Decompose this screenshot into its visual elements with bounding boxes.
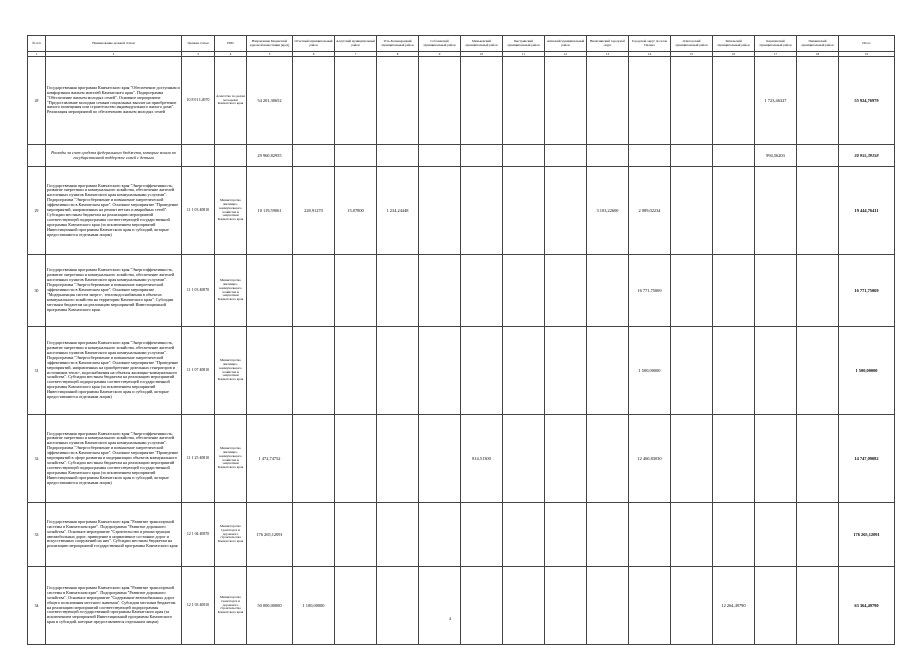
row-value (545, 145, 587, 167)
col-number: 8 (377, 52, 419, 57)
row-description: Государственная программа Камчатского края "Обеспечение доступным и комфортным жильем жителей Камчатского края". Подпрограмма "Обеспечение жильем молодых семей". Основное мероприятие "Предоставление молодым семьям социальных выплат на приобретение жилого помещения или строительство индивидуального жилого дома". Реализация мероприятий по обеспечению жильем молодых семей (46, 57, 182, 145)
table-row (28, 167, 895, 255)
row-value (671, 415, 713, 503)
row-total: 1 500,00000 (839, 327, 895, 415)
row-value (503, 145, 545, 167)
row-target-code: 10 8 01 L4970 (182, 57, 215, 145)
row-value (377, 327, 419, 415)
row-value (545, 567, 587, 645)
row-target-code: 11 1 25 40810 (182, 415, 215, 503)
row-value (335, 567, 377, 645)
row-value (461, 327, 503, 415)
col-number: 18 (797, 52, 839, 57)
row-value (671, 503, 713, 567)
row-grbs: Агентство по делам молодежи Камчатского края (215, 57, 247, 145)
row-value (713, 415, 755, 503)
col-header: Олюторский муниципальный район (671, 36, 713, 52)
row-value (503, 327, 545, 415)
col-header: Пенжинский муниципальный район (797, 36, 839, 52)
col-header: Усть-Большерецкий муниципальный район (377, 36, 419, 52)
row-value (713, 255, 755, 327)
row-value (293, 503, 335, 567)
row-total: 19 444,76411 (839, 167, 895, 255)
col-header: № п/п (28, 36, 46, 52)
row-grbs: Министерство транспорта и дорожного строительства Камчатского края (215, 567, 247, 645)
table-row (28, 145, 895, 167)
row-value: 1 234,24448 (377, 167, 419, 255)
row-value (503, 567, 545, 645)
col-header: Отчетный муниципальный район (293, 36, 335, 52)
col-number: 14 (629, 52, 671, 57)
row-value: 2 089,02234 (629, 167, 671, 255)
col-header: Итого (839, 36, 895, 52)
row-value (419, 145, 461, 167)
row-value (419, 327, 461, 415)
row-value (335, 503, 377, 567)
row-value (713, 503, 755, 567)
row-value: 814,51300 (461, 415, 503, 503)
row-value (419, 255, 461, 327)
col-number: 17 (755, 52, 797, 57)
row-value (293, 57, 335, 145)
table-row (28, 567, 895, 645)
row-value (335, 57, 377, 145)
row-value (377, 145, 419, 167)
row-value (293, 327, 335, 415)
row-value (293, 415, 335, 503)
row-grbs: Министерство жилищно-коммунального хозяйства и энергетики Камчатского края (215, 255, 247, 327)
row-value (671, 57, 713, 145)
row-grbs: Министерство жилищно-коммунального хозяйства и энергетики Камчатского края (215, 167, 247, 255)
col-number: 13 (587, 52, 629, 57)
row-value (629, 57, 671, 145)
row-value (671, 327, 713, 415)
row-value (713, 327, 755, 415)
col-number: 5 (247, 52, 293, 57)
row-value (377, 255, 419, 327)
row-value (755, 167, 797, 255)
row-total: 176 265,12091 (839, 503, 895, 567)
row-value (671, 167, 713, 255)
row-value: 1 723,46327 (755, 57, 797, 145)
row-description: Государственная программа Камчатского края "Развитие транспортной системы в Камчатском крае". Подпрограмма "Развитие дорожного хозяйства". Основное мероприятие "Содержание автомобильных дорог общего пользования местного значения". Субсидии местным бюджетам на реализацию мероприятий соответствующей подпрограммы соответствующей государственной программы Камчатского края (за исключением мероприятий Инвестиционной программы Камчатского края и субсидий, которые предоставляются отдельным лицам) (46, 567, 182, 645)
row-value (377, 567, 419, 645)
row-value (797, 145, 839, 167)
col-number: 16 (713, 52, 755, 57)
row-value (629, 503, 671, 567)
row-number: 34 (28, 567, 46, 645)
row-value (293, 255, 335, 327)
row-target-code: 11 1 03 40810 (182, 167, 215, 255)
row-value (713, 57, 755, 145)
row-description: Государственная программа Камчатского края "Энергоэффективность, развитие энергетики и коммунального хозяйства, обеспечение жителей населенных пунктов Камчатского края коммунальными услугами". Подпрограмма "Энергосбережение и повышение энергетической эффективности в Камчатском крае". Основное мероприятие "Проведение мероприятий в сфере развития и модернизации объектов коммунального хозяйства". Субсидии местным бюджетам на реализацию мероприятий соответствующей подпрограммы соответствующей государственной программы Камчатского края (за исключением мероприятий Инвестиционной программы Камчатского края и субсидий, которые предоставляются отдельным лицам) (46, 415, 182, 503)
row-value (797, 415, 839, 503)
row-value (713, 167, 755, 255)
row-total: 14 747,09082 (839, 415, 895, 503)
row-value: 1 472,74752 (247, 415, 293, 503)
row-value (797, 503, 839, 567)
col-number: 7 (335, 52, 377, 57)
row-value (503, 167, 545, 255)
row-value (587, 567, 629, 645)
row-value (629, 567, 671, 645)
row-value (713, 145, 755, 167)
row-value (293, 145, 335, 167)
row-value (587, 327, 629, 415)
col-number: 11 (503, 52, 545, 57)
row-value: 3 103,22600 (587, 167, 629, 255)
col-number: 12 (545, 52, 587, 57)
row-value (755, 567, 797, 645)
row-value: 176 265,12091 (247, 503, 293, 567)
row-number: 29 (28, 167, 46, 255)
col-number: 15 (671, 52, 713, 57)
table-row (28, 415, 895, 503)
col-header: Карагинский муниципальный район (755, 36, 797, 52)
row-value (587, 415, 629, 503)
row-value (545, 255, 587, 327)
row-value (755, 327, 797, 415)
col-header: Наименование целевой статьи (46, 36, 182, 52)
table-body (28, 57, 895, 645)
row-value (335, 255, 377, 327)
row-value (461, 57, 503, 145)
row-value: 10 119,59061 (247, 167, 293, 255)
row-value (755, 415, 797, 503)
col-header: ГРБС (215, 36, 247, 52)
row-value: 228,91270 (293, 167, 335, 255)
row-total: 16 771,75069 (839, 255, 895, 327)
row-value (335, 415, 377, 503)
row-value (545, 503, 587, 567)
row-target-code: 12 1 03 40810 (182, 567, 215, 645)
col-number: 1 (28, 52, 46, 57)
row-value (545, 57, 587, 145)
row-value (247, 327, 293, 415)
row-description: Государственная программа Камчатского края "Энергоэффективность, развитие энергетики и коммунального хозяйства, обеспечение жителей населенных пунктов Камчатского края коммунальными услугами". Подпрограмма "Энергосбережение и повышение энергетической эффективности в Камчатском крае". Основное мероприятие "Проведение мероприятий, направленных на ремонт ветхих и аварийных сетей". Субсидии местным бюджетам на реализацию мероприятий соответствующей подпрограммы соответствующей государственной программы Камчатского края (за исключением мероприятий Инвестиционной программы Камчатского края и субсидий, которые предоставляются отдельным лицам) (46, 167, 182, 255)
row-total: 55 924,76979 (839, 57, 895, 145)
row-value (545, 415, 587, 503)
row-value (419, 503, 461, 567)
row-value (797, 567, 839, 645)
table-row (28, 327, 895, 415)
row-value (671, 567, 713, 645)
row-value (247, 255, 293, 327)
table-row (28, 503, 895, 567)
row-value: 15,07800 (335, 167, 377, 255)
col-number: 2 (46, 52, 182, 57)
row-value (503, 57, 545, 145)
row-value (587, 145, 629, 167)
row-value (461, 167, 503, 255)
row-value (545, 167, 587, 255)
row-number: 28 (28, 57, 46, 145)
row-value (335, 327, 377, 415)
page-number: 4 (449, 616, 451, 621)
col-header: Целевая статья (182, 36, 215, 52)
row-target-code: 11 1 03 40870 (182, 255, 215, 327)
row-total: 63 364,49790 (839, 567, 895, 645)
row-number: 32 (28, 415, 46, 503)
col-number: 6 (293, 52, 335, 57)
row-value (377, 415, 419, 503)
row-value (461, 145, 503, 167)
row-value (587, 503, 629, 567)
row-value (671, 255, 713, 327)
row-value (419, 567, 461, 645)
row-number (28, 145, 46, 167)
row-value (503, 503, 545, 567)
row-value (461, 255, 503, 327)
row-value (587, 57, 629, 145)
row-value (587, 255, 629, 327)
row-value: 994,56203 (755, 145, 797, 167)
row-value: 12 460,83030 (629, 415, 671, 503)
col-number: 19 (839, 52, 895, 57)
col-header: Соболевский муниципальный район (419, 36, 461, 52)
table-row (28, 57, 895, 145)
row-target-code: 12 1 04 40870 (182, 503, 215, 567)
row-value (461, 503, 503, 567)
row-value: 1 500,00000 (629, 327, 671, 415)
row-description: Расходы за счет средств федерального бюджета, которые вошли по государственной поддержке семей с детьми (46, 145, 182, 167)
row-value (503, 255, 545, 327)
row-value (545, 327, 587, 415)
row-number: 31 (28, 327, 46, 415)
col-number: 3 (182, 52, 215, 57)
row-value: 16 771,75069 (629, 255, 671, 327)
col-header: Агинский муниципальный район (545, 36, 587, 52)
row-value (419, 57, 461, 145)
budget-table (27, 35, 895, 645)
row-value: 12 264,49790 (713, 567, 755, 645)
row-target-code (182, 145, 215, 167)
row-grbs: Министерство жилищно-коммунального хозяйства и энергетики Камчатского края (215, 327, 247, 415)
row-value: 29 960,82955 (247, 145, 293, 167)
table-row (28, 255, 895, 327)
col-header: Направление Бюджетной адресной инвестиции (кред) (247, 36, 293, 52)
row-number: 30 (28, 255, 46, 327)
row-value (503, 415, 545, 503)
col-number: 4 (215, 52, 247, 57)
row-value (377, 57, 419, 145)
row-description: Государственная программа Камчатского края "Энергоэффективность, развитие энергетики и коммунального хозяйства, обеспечение жителей населенных пунктов Камчатского края коммунальными услугами". Подпрограмма "Энергосбережение и повышение энергетической эффективности в Камчатском крае". Основное мероприятие "Проведение мероприятий, направленных на приобретение дизельных генераторов и источников тепло-, водоснабжения на объекты жилищно-коммунального хозяйства". Субсидии местным бюджетам на реализацию мероприятий соответствующей подпрограммы соответствующей государственной программы Камчатского края (за исключением мероприятий Инвестиционной программы Камчатского края и субсидий, которые предоставляются отдельным лицам) (46, 327, 182, 415)
col-number: 10 (461, 52, 503, 57)
row-value (755, 503, 797, 567)
row-value (797, 57, 839, 145)
col-header: Быстринский муниципальный район (503, 36, 545, 52)
col-header: Алеутский муниципальный район (335, 36, 377, 52)
row-value (797, 327, 839, 415)
row-value (671, 145, 713, 167)
row-description: Государственная программа Камчатского края "Развитие транспортной системы в Камчатском крае". Подпрограмма "Развитие дорожного хозяйства". Основное мероприятие "Строительство и реконструкция автомобильных дорог, приведение в нормативное состояние дорог и искусственных сооружений на них". Субсидии местным бюджетам на реализацию мероприятий государственной программы Камчатского края (46, 503, 182, 567)
row-grbs: Министерство жилищно-коммунального хозяйства и энергетики Камчатского края (215, 415, 247, 503)
col-header: Вилючинский городской округ (587, 36, 629, 52)
col-number: 9 (419, 52, 461, 57)
row-value (419, 167, 461, 255)
row-value: 54 201,30652 (247, 57, 293, 145)
col-header: Городской округ поселок Палана (629, 36, 671, 52)
row-value (797, 255, 839, 327)
row-value: 50 000,00000 (247, 567, 293, 645)
row-total: 30 955,39158 (839, 145, 895, 167)
row-target-code: 11 1 07 40810 (182, 327, 215, 415)
col-header: Мильковский муниципальный район (461, 36, 503, 52)
row-value (335, 145, 377, 167)
row-value (461, 567, 503, 645)
row-value (797, 167, 839, 255)
row-value (377, 503, 419, 567)
col-header: Тигильский муниципальный район (713, 36, 755, 52)
row-value (755, 255, 797, 327)
row-value (629, 145, 671, 167)
row-number: 33 (28, 503, 46, 567)
header-row (28, 36, 895, 52)
row-grbs (215, 145, 247, 167)
row-value: 1 100,00000 (293, 567, 335, 645)
row-description: Государственная программа Камчатского края "Энергоэффективность, развитие энергетики и коммунального хозяйства, обеспечение жителей населенных пунктов Камчатского края коммунальными услугами". Подпрограмма "Энергосбережение и повышение энергетической эффективности в Камчатском крае". Основное мероприятие "Модернизация систем энерго-, тепловодоснабжения в объектах коммунального хозяйства на территории Камчатского края". Субсидии местным бюджетам на реализацию мероприятий Инвестиционной программы Камчатского края. (46, 255, 182, 327)
row-grbs: Министерство транспорта и дорожного строительства Камчатского края (215, 503, 247, 567)
row-value (419, 415, 461, 503)
